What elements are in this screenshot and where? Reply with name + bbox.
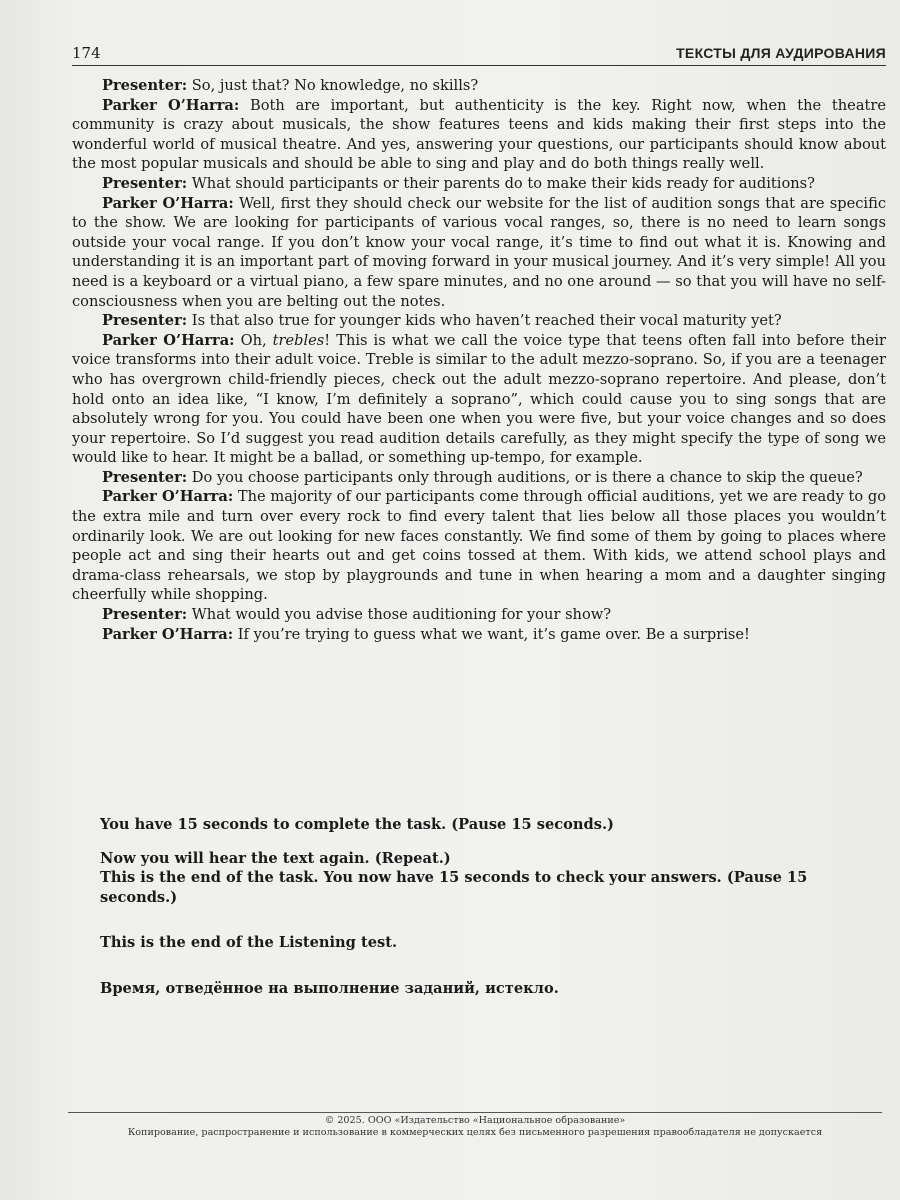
speaker-name: Parker O’Harra: bbox=[102, 96, 240, 114]
copyright-line: © 2025. ООО «Издательство «Национальное образование» bbox=[324, 1115, 626, 1126]
speaker-name: Presenter: bbox=[102, 174, 188, 192]
speaker-name: Parker O’Harra: bbox=[102, 488, 234, 506]
running-title: ТЕКСТЫ ДЛЯ АУДИРОВАНИЯ bbox=[676, 45, 886, 61]
line-text-pre: Oh, bbox=[234, 331, 273, 349]
dialogue-line bbox=[72, 625, 886, 645]
end-of-test-instruction: This is the end of the Listening test. bbox=[100, 934, 398, 951]
page-header bbox=[72, 44, 886, 66]
line-text: Is that also true for younger kids who haven’t reached their vocal maturity yet? bbox=[187, 312, 782, 330]
speaker-name: Parker O’Harra: bbox=[102, 331, 235, 349]
speaker-name: Presenter: bbox=[102, 468, 188, 486]
dialogue-line bbox=[72, 194, 886, 312]
time-up-instruction: Время, отведённое на выполнение заданий, истекло. bbox=[100, 979, 559, 997]
speaker-name: Presenter: bbox=[102, 77, 188, 94]
copyright-notice: Копирование, распространение и использование в коммерческих целях без письменного разрешения правообладателя не допускается bbox=[127, 1127, 823, 1138]
page-number: 174 bbox=[72, 44, 101, 62]
dialogue-line bbox=[72, 331, 886, 468]
test-instructions bbox=[100, 815, 886, 998]
end-of-task-instruction: This is the end of the task. You now have 15 seconds to check your answers. (Pause 15 seconds.) bbox=[100, 869, 808, 906]
line-text: If you’re trying to guess what we want, it’s game over. Be a surprise! bbox=[233, 625, 750, 643]
speaker-name: Presenter: bbox=[102, 312, 188, 330]
line-text: What should participants or their parents do to make their kids ready for auditions? bbox=[187, 174, 815, 192]
speaker-name: Parker O’Harra: bbox=[102, 194, 234, 212]
line-text: ! This is what we call the voice type that teens often fall into before their voice transforms into their adult voice. Treble is similar to the adult mezzo-soprano. So, if you are a teenager who has overgrown child-friendly pieces, check out the adult mezzo-soprano repertoire. And please, don’t hold onto an idea like, “I know, I’m definitely a soprano”, which could cause you to sing songs that are absolutely wrong for you. You could have been one when you were five, but your voice changes and so does your repertoire. So I’d suggest you read audition details carefully, as they might specify the type of song we would like to hear. It might be a ballad, or something up-tempo, for example. bbox=[72, 331, 887, 467]
page-footer bbox=[68, 1112, 882, 1139]
dialogue-line bbox=[72, 96, 886, 174]
line-text: What would you advise those auditioning for your show? bbox=[187, 606, 612, 624]
line-text: Well, first they should check our website for the list of audition songs that are specific to the show. We are looking for participants of various vocal ranges, so, there is no need to learn songs outside your vocal range. If you don’t know your vocal range, it’s time to find out what it is. Knowing and understanding it is an important part of moving forward in your musical journey. And it’s very simple! All you need is a keyboard or a virtual piano, a few spare minutes, and no one around — so that you will have no self-consciousness when you are belting out the notes. bbox=[72, 194, 886, 310]
emphasized-word: trebles bbox=[272, 331, 325, 349]
dialogue-line bbox=[72, 468, 886, 488]
dialogue-line bbox=[72, 174, 886, 194]
dialogue-line bbox=[72, 311, 886, 331]
dialogue-line bbox=[72, 605, 886, 625]
dialogue-line bbox=[72, 76, 886, 96]
dialogue-line bbox=[72, 487, 886, 605]
dialogue-text bbox=[72, 76, 886, 644]
line-text: Both are important, but authenticity is the key. Right now, when the theatre community is crazy about musicals, the show features teens and kids making their first steps into the wonderful world of musical theatre. And yes, answering your questions, our participants should know about the most popular musicals and should be able to sing and play and do both things really well. bbox=[72, 96, 886, 173]
speaker-name: Presenter: bbox=[102, 606, 188, 624]
line-text: Do you choose participants only through auditions, or is there a chance to skip the queue? bbox=[187, 468, 863, 486]
line-text: So, just that? No knowledge, no skills? bbox=[187, 77, 479, 94]
hear-again-instruction: Now you will hear the text again. (Repeat.) bbox=[100, 849, 451, 867]
speaker-name: Parker O’Harra: bbox=[102, 625, 234, 643]
task-time-instruction: You have 15 seconds to complete the task. (Pause 15 seconds.) bbox=[100, 816, 614, 833]
line-text: The majority of our participants come through official auditions, yet we are ready to go the extra mile and turn over every rock to find every talent that lies below all those places you wouldn’t ordinarily look. We are out looking for new faces constantly. We find some of them by going to places where people act and sing their hearts out and get coins tossed at them. With kids, we attend school plays and drama-class rehearsals, we stop by playgrounds and tune in when hearing a mom and a daughter singing cheerfully while shopping. bbox=[72, 488, 886, 604]
